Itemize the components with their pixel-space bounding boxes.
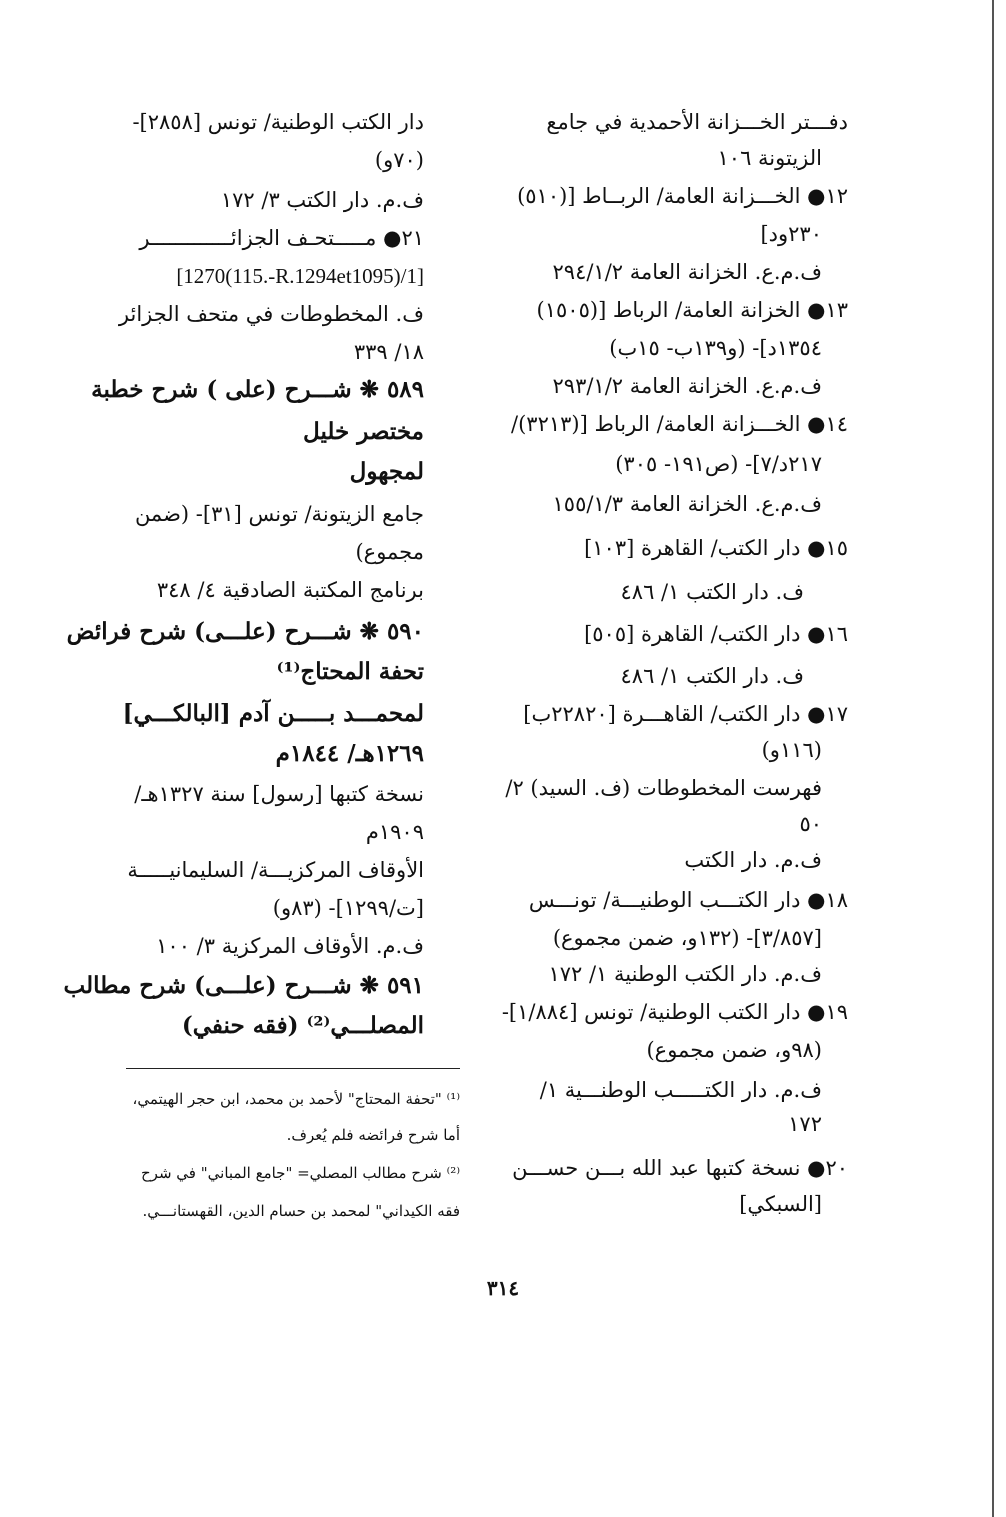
footnote-line: ⁽¹⁾ "تحفة المحتاج" لأحمد بن محمد، ابن حجر الهيتمي، (132, 1090, 460, 1108)
author-line: لمحمـــد بـــــن آدم [البالكـــي] (122, 700, 424, 727)
text-line: ١٧٢ (788, 1112, 822, 1136)
scan-edge-line (992, 0, 994, 1517)
page-number: ٣١٤ (486, 1276, 520, 1300)
text-line: (١١٦و) (761, 738, 822, 762)
text-line: ف.م.ع. الخزانة العامة ٢٩٣/١/٢ (552, 374, 822, 398)
entry-heading: ٥٨٩ ❋ شـــرح (على ) شرح خطبة (91, 376, 424, 403)
entry-heading: تحفة المحتاج⁽¹⁾ (276, 658, 424, 685)
text-line: ف.م. دار الكتب الوطنية ١/ ١٧٢ (548, 962, 822, 986)
entry-line: ١٥● دار الكتب/ القاهرة [١٠٣] (584, 536, 848, 560)
entry-line: ١٤● الخـــزانة العامة/ الرباط [(٣٢١٣)/ (511, 412, 848, 436)
shelfmark-line: [1270(115.-R.1294et1095)/1] (176, 264, 424, 288)
text-line: ف. دار الكتب ١/ ٤٨٦ (620, 580, 804, 604)
text-line: الأوقاف المركزيـــة/ السليمانيـــــة (127, 858, 424, 882)
text-line: (٩٨و، ضمن مجموع) (646, 1038, 822, 1062)
entry-line: ٢١● مـــــتحـف الجزائـــــــــــــر (139, 226, 424, 250)
text-line: نسخة كتبها [رسول] سنة ١٣٢٧هـ/ (134, 782, 424, 806)
text-line: ١٩٠٩م (365, 820, 424, 844)
footnote-line: ⁽²⁾ شرح مطالب المصلي= "جامع المباني" في شرح (141, 1164, 460, 1182)
text-line: ١٨/ ٣٣٩ (353, 340, 424, 364)
entry-heading: مختصر خليل (303, 418, 424, 445)
text-line: ف.م. دار الكتب (684, 848, 822, 872)
text-line: فهرست المخطوطات (ف. السيد) ٢/ (505, 776, 822, 800)
footnote-line: أما شرح فرائضه فلم يُعرف. (286, 1126, 460, 1144)
text-line: ف.م. دار الكتـــــب الوطنـــية ١/ (539, 1078, 822, 1102)
text-line: ف.م.ع. الخزانة العامة ٢٩٤/١/٢ (552, 260, 822, 284)
text-line: [السبكي] (739, 1192, 822, 1216)
text-line: ٢٣٠ود] (760, 222, 822, 246)
text-line: [٣/٨٥٧]- (١٣٢و، ضمن مجموع) (552, 926, 822, 950)
text-line: دفـــتر الخـــزانة الأحمدية في جامع (546, 110, 848, 134)
text-line: جامع الزيتونة/ تونس [٣١]- (ضمن (134, 502, 424, 526)
text-line: ف. دار الكتب ١/ ٤٨٦ (620, 664, 804, 688)
entry-heading: المصلـــي⁽²⁾ (فقه حنفي) (181, 1012, 424, 1039)
author-line: لمجهول (349, 458, 424, 485)
entry-line: ١٦● دار الكتب/ القاهرة [٥٠٥] (584, 622, 848, 646)
author-date: ١٢٦٩هـ/ ١٨٤٤م (275, 740, 424, 767)
text-line: ف.م.ع. الخزانة العامة ١٥٥/١/٣ (552, 492, 822, 516)
text-line: (٧٠و) (374, 148, 424, 172)
footnote-separator (126, 1068, 460, 1069)
text-line: ف. المخطوطات في متحف الجزائر (118, 302, 424, 326)
entry-line: ١٨● دار الكتـــب الوطنيـــة/ تونـــس (528, 888, 848, 912)
entry-line: ١٣● الخزانة العامة/ الرباط [(١٥٠٥) (536, 298, 848, 322)
text-line: ٥٠ (799, 812, 822, 836)
text-line: برنامج المكتبة الصادقية ٤/ ٣٤٨ (156, 578, 424, 602)
footnote-line: فقه الكيداني" لمحمد بن حسام الدين، القهستانـــي. (142, 1202, 460, 1220)
entry-heading: ٥٩٠ ❋ شـــرح (علـــى) شرح فرائض (66, 618, 424, 645)
text-line: مجموع) (355, 540, 424, 564)
text-line: الزيتونة ١٠٦ (717, 146, 822, 170)
text-line: ف.م. دار الكتب ٣/ ١٧٢ (220, 188, 424, 212)
entry-line: ١٧● دار الكتب/ القاهـــرة [٢٢٨٢٠ب] (523, 702, 848, 726)
text-line: [ت/١٢٩٩]- (٨٣و) (272, 896, 424, 920)
entry-line: ٢٠● نسخة كتبها عبد الله بـــن حســـن (512, 1156, 848, 1180)
entry-line: ١٢● الخـــزانة العامة/ الربــاط [(٥١٠) (517, 184, 848, 208)
text-line: ف.م. الأوقاف المركزية ٣/ ١٠٠ (156, 934, 424, 958)
entry-line: ١٩● دار الكتب الوطنية/ تونس [١/٨٨٤]- (501, 1000, 848, 1024)
text-line: دار الكتب الوطنية/ تونس [٢٨٥٨]- (132, 110, 424, 134)
text-line: ١٣٥٤د]- (و١٣٩ب- ١٥ب) (609, 336, 822, 360)
text-line: ٢١٧د/٧]- (ص١٩١- ٣٠٥) (615, 452, 822, 476)
entry-heading: ٥٩١ ❋ شـــرح (علـــى) شرح مطالب (63, 972, 424, 999)
